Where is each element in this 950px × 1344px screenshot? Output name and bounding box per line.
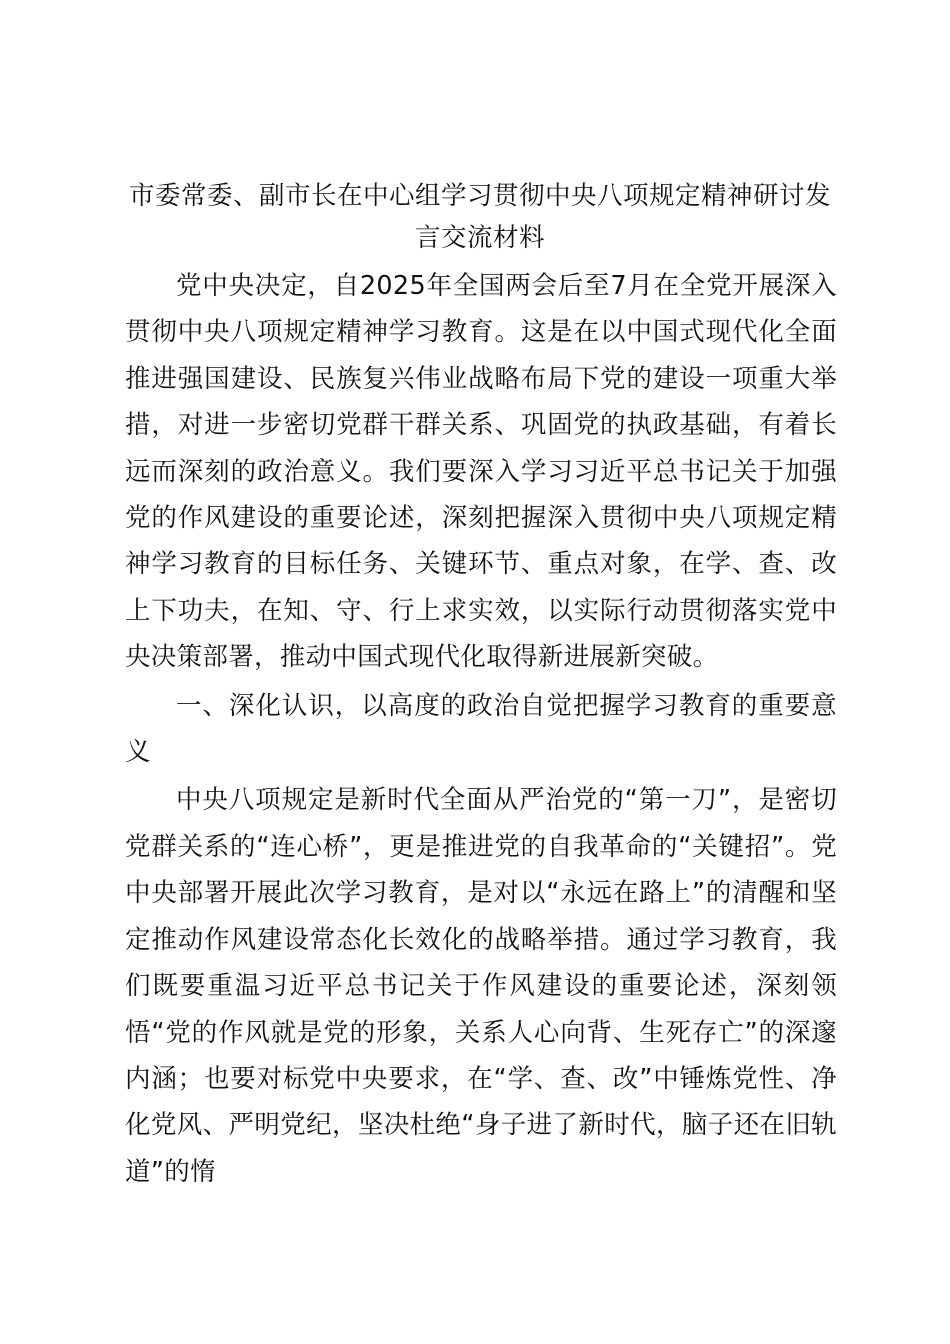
document-body (125, 263, 837, 1195)
section-1-paragraph: 中央八项规定是新时代全面从严治党的“第一刀”，是密切党群关系的“连心桥”，更是推进党的自我革命的“关键招”。党中央部署开展此次学习教育，是对以“永远在路上”的清醒和坚定推动作风建设常态化长效化的战略举措。通过学习教育，我们既要重温习近平总书记关于作风建设的重要论述，深刻领悟“党的作风就是党的形象，关系人心向背、生死存亡”的深邃内涵；也要对标党中央要求，在“学、查、改”中锤炼党性、净化党风、严明党纪，坚决杜绝“身子进了新时代，脑子还在旧轨道”的惰 (125, 785, 837, 1187)
document-title: 市委常委、副市长在中心组学习贯彻中央八项规定精神研讨发言交流材料 (128, 181, 831, 253)
intro-paragraph: 党中央决定，自2025年全国两会后至7月在全党开展深入贯彻中央八项规定精神学习教育。这是在以中国式现代化全面推进强国建设、民族复兴伟业战略布局下党的建设一项重大举措，对进一步密切党群干群关系、巩固党的执政基础，有着长远而深刻的政治意义。我们要深入学习习近平总书记关于加强党的作风建设的重要论述，深刻把握深入贯彻中央八项规定精神学习教育的目标任务、关键环节、重点对象，在学、查、改上下功夫，在知、守、行上求实效，以实际行动贯彻落实党中央决策部署，推动中国式现代化取得新进展新突破。 (125, 271, 837, 673)
section-heading-1: 一、深化认识，以高度的政治自觉把握学习教育的重要意义 (125, 690, 837, 768)
